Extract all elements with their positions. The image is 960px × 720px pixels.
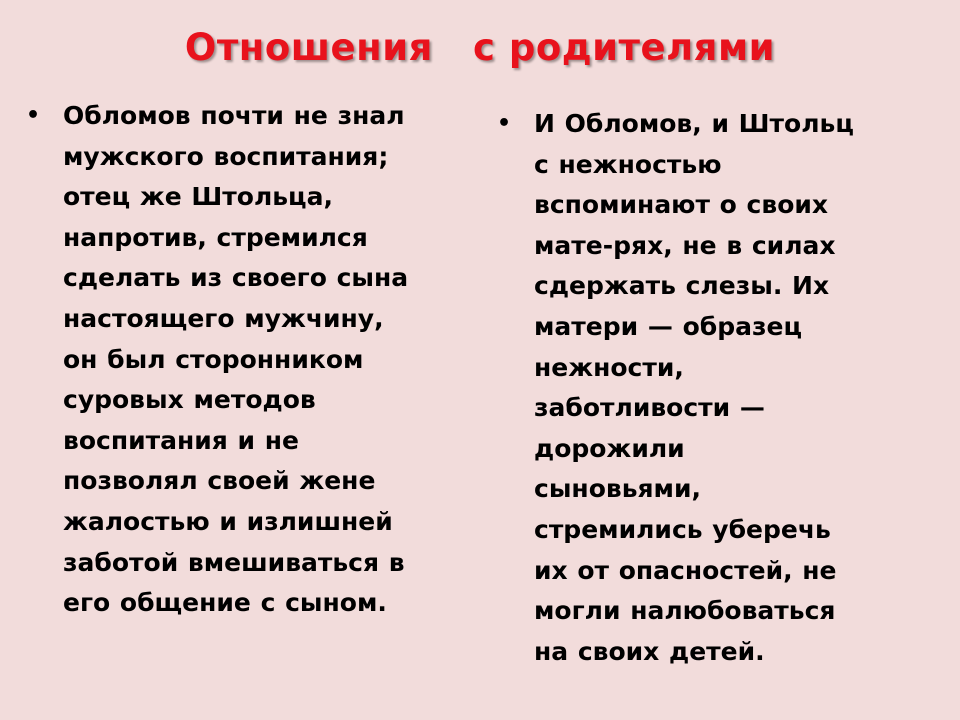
text-line: могли налюбоваться bbox=[534, 596, 836, 626]
left-column bbox=[26, 96, 436, 624]
text-line: мате-рях, не в силах bbox=[534, 230, 836, 260]
text-line: Обломов почти не знал bbox=[63, 101, 405, 130]
text-line: сделать из своего сына bbox=[63, 263, 409, 293]
text-line: суровых методов bbox=[63, 385, 316, 415]
text-line: воспитания и не bbox=[63, 425, 299, 455]
text-line: настоящего мужчину, bbox=[63, 303, 384, 333]
bullet-left: • bbox=[26, 103, 41, 128]
text-line: дорожили bbox=[534, 433, 685, 463]
text-line: И Обломов, и Штольц bbox=[534, 109, 854, 138]
slide-title: Отношения с родителями bbox=[184, 26, 776, 69]
text-line: вспоминают о своих bbox=[534, 190, 829, 220]
left-column-text bbox=[63, 96, 436, 624]
text-line: позволял своей жене bbox=[63, 466, 376, 496]
text-line: нежности, bbox=[534, 352, 684, 382]
text-line: на своих детей. bbox=[534, 636, 765, 666]
text-line: заботливости — bbox=[534, 393, 765, 423]
text-line: их от опасностей, не bbox=[534, 555, 837, 585]
bullet-right: • bbox=[497, 111, 512, 136]
text-line: матери — образец bbox=[534, 311, 802, 341]
text-line: заботой вмешиваться в bbox=[63, 547, 405, 577]
text-line: напротив, стремился bbox=[63, 222, 368, 252]
text-line: мужского воспитания; bbox=[63, 141, 389, 171]
right-column bbox=[497, 104, 907, 672]
right-column-text bbox=[534, 104, 907, 672]
text-line: жалостью и излишней bbox=[63, 506, 393, 536]
text-line: он был сторонником bbox=[63, 344, 364, 374]
text-line: отец же Штольца, bbox=[63, 182, 333, 212]
text-line: сдержать слезы. Их bbox=[534, 271, 830, 301]
text-line: его общение с сыном. bbox=[63, 588, 387, 618]
text-line: стремились уберечь bbox=[534, 514, 831, 544]
text-line: сыновьями, bbox=[534, 474, 702, 504]
text-line: с нежностью bbox=[534, 149, 722, 179]
